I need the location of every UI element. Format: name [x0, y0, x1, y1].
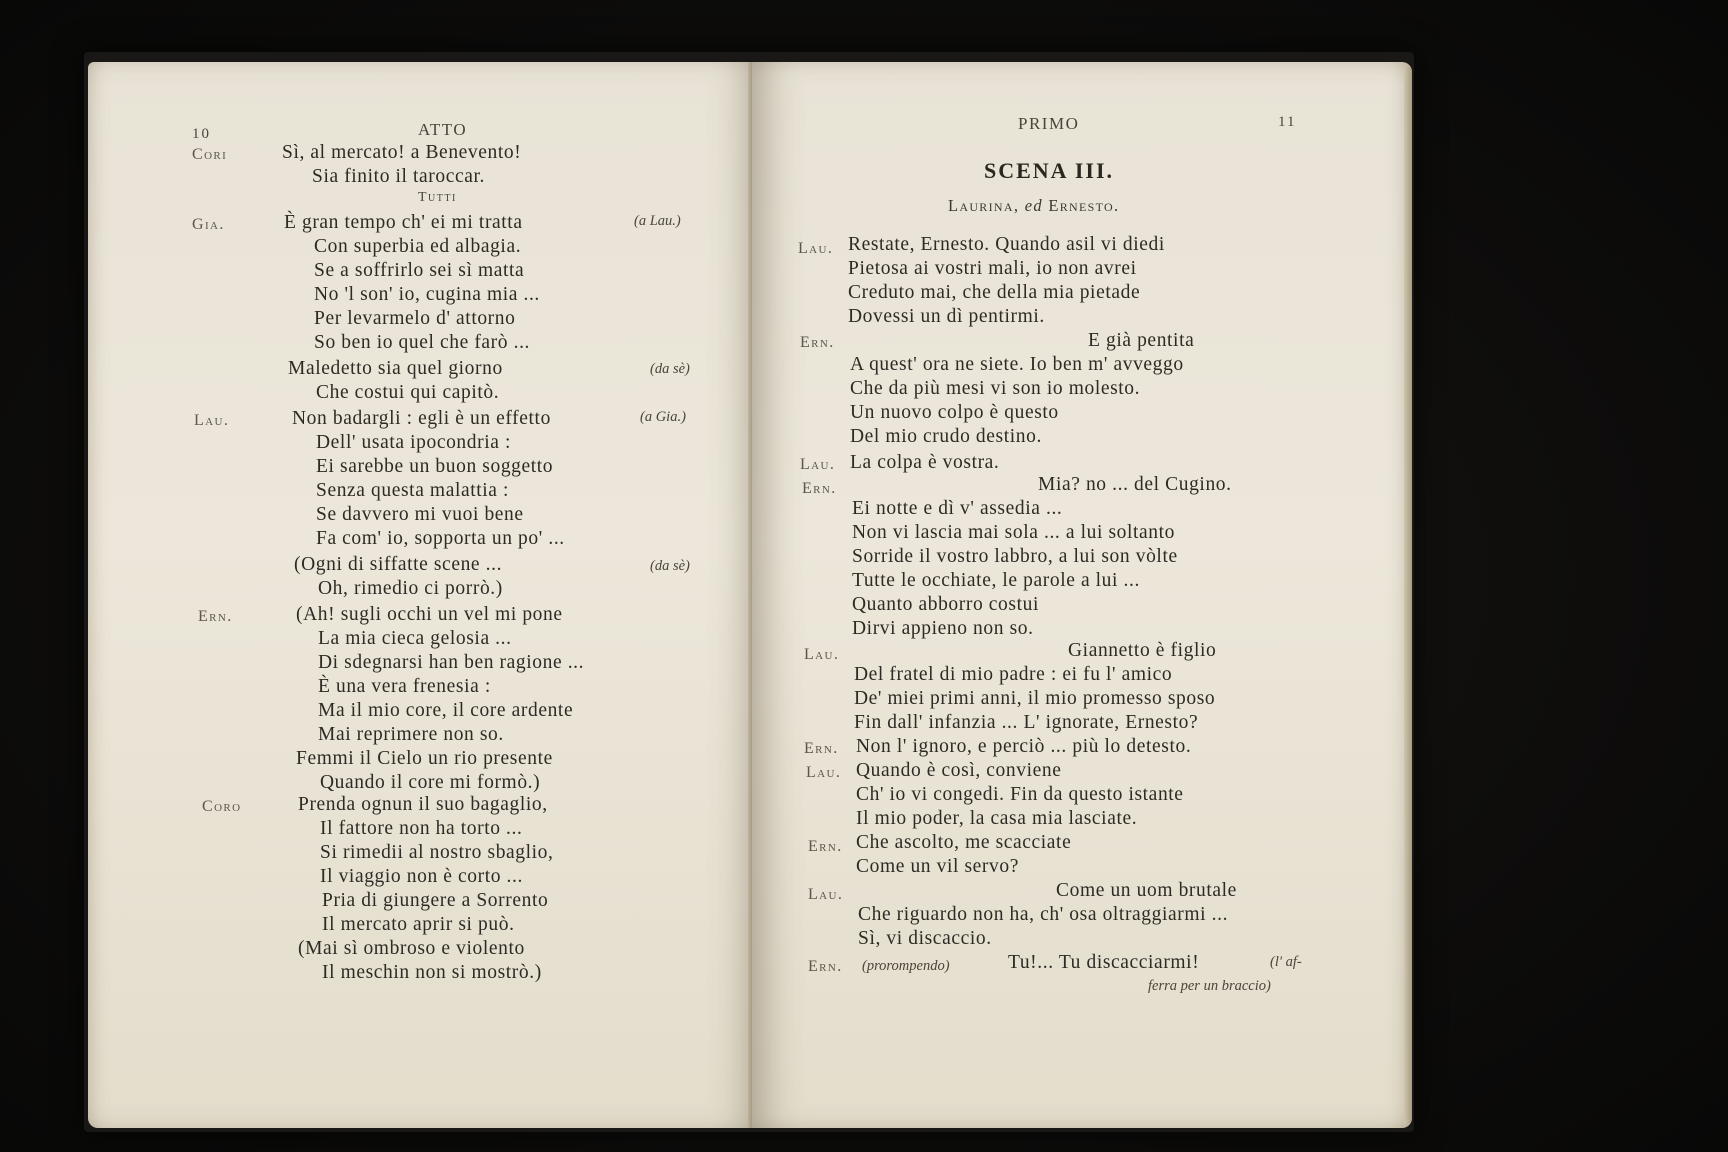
verse-line: Prenda ognun il suo bagaglio,: [298, 794, 548, 815]
verse-line: (Mai sì ombroso e violento: [298, 938, 525, 959]
verse-line: Mia? no ... del Cugino.: [1038, 474, 1232, 495]
scene-title: SCENA III.: [984, 158, 1115, 183]
speaker-label: Lau.: [798, 240, 834, 257]
verse-line: Sì, al mercato! a Benevento!: [282, 142, 522, 163]
verse-line: E già pentita: [1088, 330, 1195, 351]
running-head: ATTO: [418, 120, 468, 139]
verse-line: Pria di giungere a Sorrento: [322, 890, 549, 911]
verse-line: Ei notte e dì v' assedia ...: [852, 498, 1063, 519]
verse-line: De' miei primi anni, il mio promesso sposo: [854, 688, 1216, 709]
stage-direction: (a Gia.): [640, 409, 686, 425]
verse-line: Pietosa ai vostri mali, io non avrei: [848, 258, 1137, 279]
verse-line: Che da più mesi vi son io molesto.: [850, 378, 1141, 399]
verse-line: Ei sarebbe un buon soggetto: [316, 456, 554, 477]
stage-direction: (prorompendo): [862, 958, 950, 974]
verse-line: Ma il mio core, il core ardente: [318, 700, 574, 721]
verse-line: Per levarmelo d' attorno: [314, 308, 516, 329]
verse-line: Un nuovo colpo è questo: [850, 402, 1059, 423]
verse-line: Che ascolto, me scacciate: [856, 832, 1072, 853]
verse-line: Oh, rimedio ci porrò.): [318, 578, 503, 599]
verse-line: Sì, vi discaccio.: [858, 928, 992, 949]
speaker-label: Gia.: [192, 216, 225, 233]
verse-line: Dovessi un dì pentirmi.: [848, 306, 1045, 327]
stage-direction: ferra per un braccio): [1148, 978, 1271, 994]
speaker-label: Ern.: [808, 958, 843, 975]
stage-direction: (da sè): [650, 558, 690, 574]
verse-line: Il mercato aprir si può.: [322, 914, 515, 935]
speaker-label: Ern.: [800, 334, 835, 351]
speaker-label: Ern.: [198, 608, 233, 625]
verse-line: A quest' ora ne siete. Io ben m' avveggo: [850, 354, 1184, 375]
speaker-label: Coro: [202, 798, 242, 815]
verse-line: Il fattore non ha torto ...: [320, 818, 523, 839]
verse-line: È una vera frenesia :: [318, 676, 491, 697]
verse-line: Che costui qui capitò.: [316, 382, 500, 403]
verse-line: Se davvero mi vuoi bene: [316, 504, 524, 525]
verse-line: La colpa è vostra.: [850, 452, 1000, 473]
verse-line: È gran tempo ch' ei mi tratta: [284, 212, 523, 233]
verse-line: Se a soffrirlo sei sì matta: [314, 260, 525, 281]
verse-line: Dirvi appieno non so.: [852, 618, 1034, 639]
verse-line: Ch' io vi congedi. Fin da questo istante: [856, 784, 1184, 805]
verse-line: Quanto abborro costui: [852, 594, 1039, 615]
verse-line: Quando è così, conviene: [856, 760, 1062, 781]
verse-line: So ben io quel che farò ...: [314, 332, 531, 353]
stage-direction: (a Lau.): [634, 213, 681, 229]
running-head: PRIMO: [1018, 114, 1080, 133]
right-page: [752, 62, 1412, 1128]
speaker-label: Ern.: [804, 740, 839, 757]
verse-line: Del mio crudo destino.: [850, 426, 1042, 447]
page-edge: [1404, 66, 1412, 1124]
verse-line: Sorride il vostro labbro, a lui son vòlte: [852, 546, 1178, 567]
stage-direction: (l' af-: [1270, 954, 1302, 970]
verse-line: Sia finito il taroccar.: [312, 166, 485, 187]
speaker-label: Lau.: [806, 764, 842, 781]
page-number: 11: [1278, 114, 1297, 130]
verse-line: Fin dall' infanzia ... L' ignorate, Ernesto?: [854, 712, 1199, 733]
verse-line: Il mio poder, la casa mia lasciate.: [856, 808, 1138, 829]
verse-line: Tutte le occhiate, le parole a lui ...: [852, 570, 1140, 591]
scene-characters: Laurina, ed Ernesto.: [948, 196, 1120, 215]
verse-line: Non badargli : egli è un effetto: [292, 408, 551, 429]
verse-line: La mia cieca gelosia ...: [318, 628, 512, 649]
speaker-label: Ern.: [808, 838, 843, 855]
verse-line: Giannetto è figlio: [1068, 640, 1217, 661]
speaker-label: Lau.: [808, 886, 844, 903]
verse-line: Il meschin non si mostrò.): [322, 962, 542, 983]
speaker-label: Ern.: [802, 480, 837, 497]
verse-line: Tu!... Tu discacciarmi!: [1008, 952, 1200, 973]
page-number: 10: [192, 126, 211, 142]
verse-line: (Ogni di siffatte scene ...: [294, 554, 503, 575]
verse-line: Non l' ignoro, e perciò ... più lo detesto.: [856, 736, 1192, 757]
stage-label: Tutti: [418, 190, 457, 205]
verse-line: Come un uom brutale: [1056, 880, 1237, 901]
verse-line: Che riguardo non ha, ch' osa oltraggiarmi ...: [858, 904, 1229, 925]
stage-direction: (da sè): [650, 361, 690, 377]
verse-line: Di sdegnarsi han ben ragione ...: [318, 652, 585, 673]
verse-line: Con superbia ed albagia.: [314, 236, 522, 257]
speaker-label: Lau.: [800, 456, 836, 473]
verse-line: Maledetto sia quel giorno: [288, 358, 503, 379]
verse-line: Femmi il Cielo un rio presente: [296, 748, 553, 769]
verse-line: Il viaggio non è corto ...: [320, 866, 523, 887]
verse-line: Senza questa malattia :: [316, 480, 510, 501]
speaker-label: Lau.: [804, 646, 840, 663]
verse-line: (Ah! sugli occhi un vel mi pone: [296, 604, 563, 625]
speaker-label: Cori: [192, 146, 228, 163]
verse-line: Come un vil servo?: [856, 856, 1019, 877]
verse-line: Non vi lascia mai sola ... a lui soltanto: [852, 522, 1176, 543]
verse-line: No 'l son' io, cugina mia ...: [314, 284, 540, 305]
left-page: [88, 62, 758, 1128]
verse-line: Fa com' io, sopporta un po' ...: [316, 528, 565, 549]
speaker-label: Lau.: [194, 412, 230, 429]
verse-line: Mai reprimere non so.: [318, 724, 504, 745]
verse-line: Quando il core mi formò.): [320, 772, 541, 793]
verse-line: Creduto mai, che della mia pietade: [848, 282, 1141, 303]
verse-line: Restate, Ernesto. Quando asil vi diedi: [848, 234, 1165, 255]
verse-line: Del fratel di mio padre : ei fu l' amico: [854, 664, 1173, 685]
verse-line: Dell' usata ipocondria :: [316, 432, 511, 453]
verse-line: Si rimedii al nostro sbaglio,: [320, 842, 554, 863]
